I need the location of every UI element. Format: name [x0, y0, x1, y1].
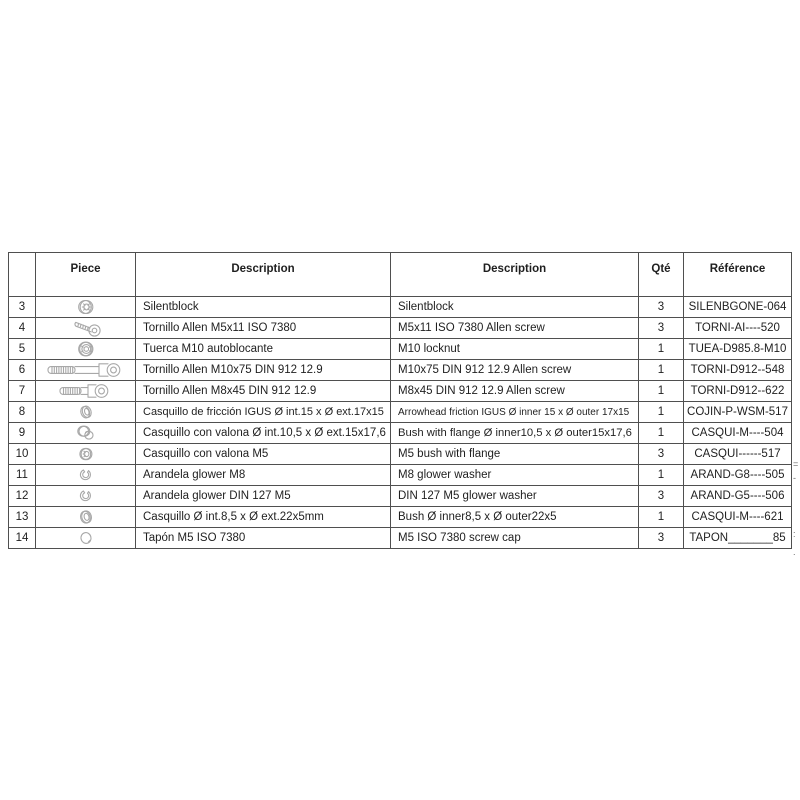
piece-cell — [36, 402, 136, 423]
description-es: Casquillo con valona Ø int.10,5 x Ø ext.15x17,6 — [136, 423, 391, 444]
table-row — [9, 528, 792, 549]
description-en: Bush Ø inner8,5 x Ø outer22x5 — [391, 507, 639, 528]
piece-cell — [36, 297, 136, 318]
reference-code: COJIN-P-WSM-517 — [684, 402, 792, 423]
row-number: 4 — [9, 318, 36, 339]
silentblock-icon — [75, 301, 97, 313]
row-number: 7 — [9, 381, 36, 402]
reference-code: TORNI-AI----520 — [684, 318, 792, 339]
table-row — [9, 423, 792, 444]
col-header-description-es: Description — [136, 253, 391, 297]
table-row — [9, 318, 792, 339]
row-number: 8 — [9, 402, 36, 423]
table-row — [9, 486, 792, 507]
col-header-qty: Qté — [639, 253, 684, 297]
flanged-bush-small-icon — [76, 448, 96, 460]
piece-cell — [36, 444, 136, 465]
table-row — [9, 507, 792, 528]
description-es: Tornillo Allen M10x75 DIN 912 12.9 — [136, 360, 391, 381]
piece-cell — [36, 528, 136, 549]
locknut-icon — [75, 343, 97, 355]
allen-screw-long-icon — [46, 364, 126, 376]
quantity: 1 — [639, 381, 684, 402]
description-es: Arandela glower DIN 127 M5 — [136, 486, 391, 507]
col-header-number — [9, 253, 36, 297]
row-number: 6 — [9, 360, 36, 381]
description-es: Tornillo Allen M5x11 ISO 7380 — [136, 318, 391, 339]
table-row — [9, 465, 792, 486]
quantity: 3 — [639, 318, 684, 339]
table-row — [9, 402, 792, 423]
table-header — [9, 253, 792, 297]
description-es: Tuerca M10 autoblocante — [136, 339, 391, 360]
table-row — [9, 444, 792, 465]
description-en: DIN 127 M5 glower washer — [391, 486, 639, 507]
row-number: 14 — [9, 528, 36, 549]
description-es: Tornillo Allen M8x45 DIN 912 12.9 — [136, 381, 391, 402]
description-en: M8 glower washer — [391, 465, 639, 486]
description-en: M10 locknut — [391, 339, 639, 360]
piece-cell — [36, 381, 136, 402]
table-row — [9, 381, 792, 402]
row-number: 3 — [9, 297, 36, 318]
row-number: 11 — [9, 465, 36, 486]
quantity: 1 — [639, 465, 684, 486]
piece-cell — [36, 339, 136, 360]
col-header-piece: Piece — [36, 253, 136, 297]
table-row — [9, 297, 792, 318]
flanged-bush-icon — [75, 427, 97, 439]
cap-icon — [77, 532, 95, 544]
piece-cell — [36, 486, 136, 507]
spring-washer-icon — [77, 469, 95, 481]
friction-bush-icon — [76, 406, 96, 418]
row-number: 9 — [9, 423, 36, 444]
description-en: Silentblock — [391, 297, 639, 318]
quantity: 1 — [639, 360, 684, 381]
header-row — [9, 253, 792, 297]
quantity: 3 — [639, 486, 684, 507]
piece-cell — [36, 465, 136, 486]
table-row — [9, 339, 792, 360]
description-en: M5 ISO 7380 screw cap — [391, 528, 639, 549]
piece-cell — [36, 423, 136, 444]
description-es: Casquillo de fricción IGUS Ø int.15 x Ø ext.17x15 — [136, 402, 391, 423]
reference-code: SILENBGONE-064 — [684, 297, 792, 318]
quantity: 1 — [639, 402, 684, 423]
description-es: Casquillo Ø int.8,5 x Ø ext.22x5mm — [136, 507, 391, 528]
description-en: Arrowhead friction IGUS Ø inner 15 x Ø outer 17x15 — [391, 402, 639, 423]
description-es: Tapón M5 ISO 7380 — [136, 528, 391, 549]
col-header-description-en: Description — [391, 253, 639, 297]
reference-code: CASQUI-M----621 — [684, 507, 792, 528]
piece-cell — [36, 318, 136, 339]
description-en: M10x75 DIN 912 12.9 Allen screw — [391, 360, 639, 381]
row-number: 10 — [9, 444, 36, 465]
description-en: M5x11 ISO 7380 Allen screw — [391, 318, 639, 339]
col-header-reference: Référence — [684, 253, 792, 297]
scan-artifact: = — [793, 459, 799, 469]
reference-code: CASQUI-M----504 — [684, 423, 792, 444]
reference-code: ARAND-G8----505 — [684, 465, 792, 486]
piece-cell — [36, 507, 136, 528]
spring-washer-icon — [77, 490, 95, 502]
parts-table — [8, 252, 792, 549]
reference-code: TUEA-D985.8-M10 — [684, 339, 792, 360]
description-en: M5 bush with flange — [391, 444, 639, 465]
row-number: 12 — [9, 486, 36, 507]
table-row — [9, 360, 792, 381]
quantity: 3 — [639, 444, 684, 465]
description-en: M8x45 DIN 912 12.9 Allen screw — [391, 381, 639, 402]
quantity: 3 — [639, 528, 684, 549]
scan-artifact: : — [793, 529, 796, 539]
reference-code: TORNI-D912--622 — [684, 381, 792, 402]
description-en: Bush with flange Ø inner10,5 x Ø outer15x17,6 — [391, 423, 639, 444]
scan-artifact: - — [793, 473, 796, 483]
quantity: 1 — [639, 507, 684, 528]
row-number: 5 — [9, 339, 36, 360]
reference-code: ARAND-G5----506 — [684, 486, 792, 507]
scan-artifact: . — [793, 547, 796, 557]
reference-code: TORNI-D912--548 — [684, 360, 792, 381]
description-es: Casquillo con valona M5 — [136, 444, 391, 465]
allen-screw-short-icon — [66, 322, 106, 334]
reference-code: CASQUI------517 — [684, 444, 792, 465]
quantity: 1 — [639, 339, 684, 360]
quantity: 3 — [639, 297, 684, 318]
allen-screw-medium-icon — [58, 385, 114, 397]
row-number: 13 — [9, 507, 36, 528]
reference-code: TAPON_______85 — [684, 528, 792, 549]
description-es: Arandela glower M8 — [136, 465, 391, 486]
table-body — [9, 297, 792, 549]
description-es: Silentblock — [136, 297, 391, 318]
bush-icon — [76, 511, 96, 523]
piece-cell — [36, 360, 136, 381]
quantity: 1 — [639, 423, 684, 444]
